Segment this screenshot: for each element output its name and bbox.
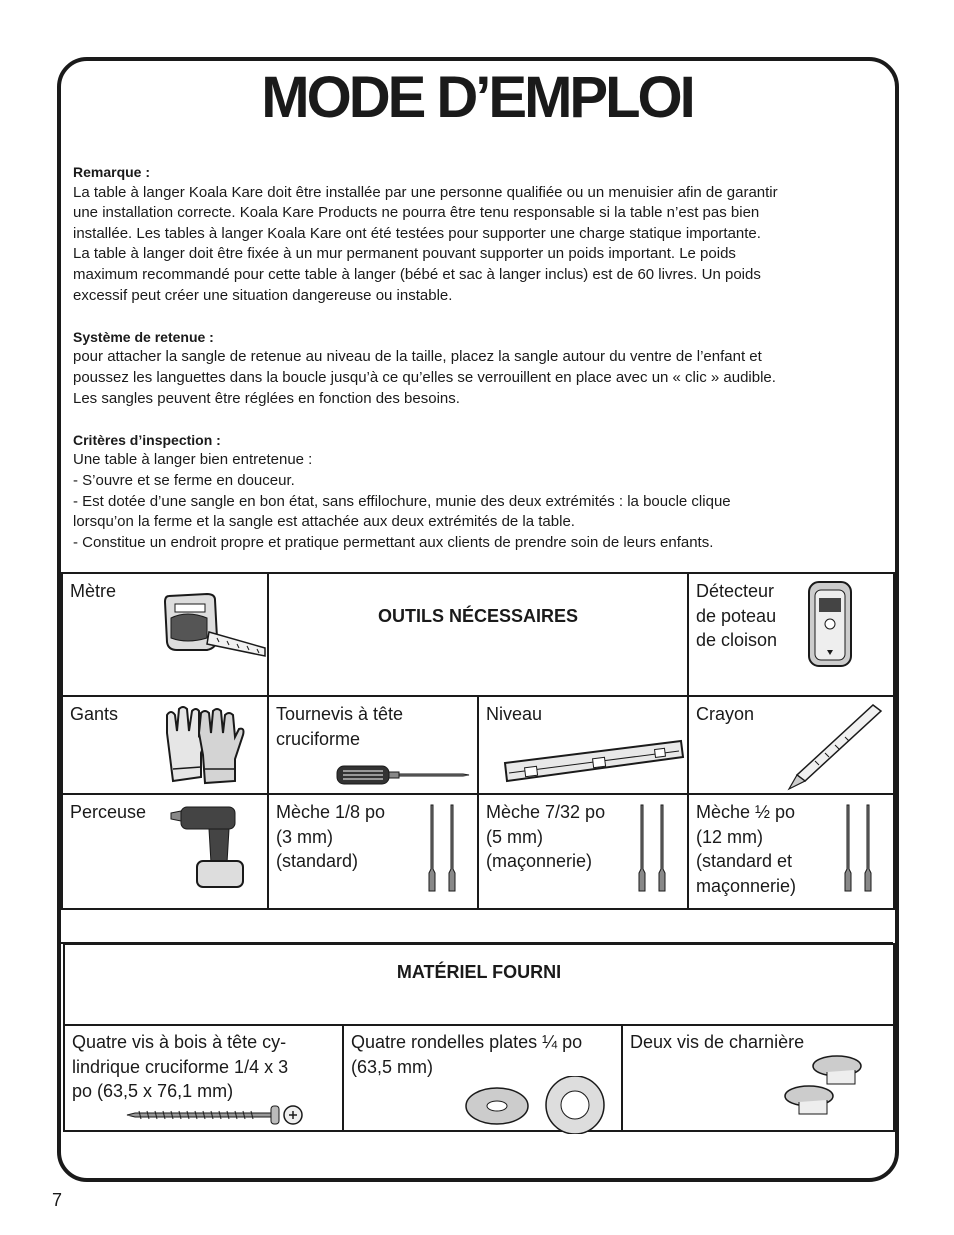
washer-icon: [464, 1076, 614, 1134]
tool-tape-measure: [62, 573, 268, 696]
tool-label: Mèche ½ po: [696, 802, 796, 822]
inspection-line: - S’ouvre et se ferme en douceur.: [73, 471, 295, 489]
restraint-line: poussez les languettes dans la boucle jusqu’à ce qu’elles se verrouillent en place avec un « clic » audible.: [73, 368, 776, 386]
inspection-line: - Est dotée d’une sangle en bon état, sans effilochure, munie des deux extrémités : la boucle clique: [73, 492, 731, 510]
hinge-screw-icon: [783, 1052, 883, 1124]
remark-line: installée. Les tables à langer Koala Kare ont été testées pour supporter une charge statique importante.: [73, 224, 761, 242]
tool-label: Gants: [70, 704, 119, 724]
inspection-line: lorsqu’on la ferme et la sangle est attachée aux deux extrémités de la table.: [73, 513, 575, 531]
tool-label: Tournevis à tête: [276, 704, 404, 724]
tool-label: (3 mm): [276, 826, 333, 847]
drill-bit-icon: [841, 803, 875, 893]
tool-label: (standard et: [696, 851, 793, 871]
tool-label: Mètre: [70, 581, 117, 601]
remark-line: La table à langer doit être fixée à un mur permanent pouvant supporter un poids important. Le poids: [73, 245, 736, 263]
tape-measure-icon: [157, 588, 269, 658]
tool-label: (5 mm): [486, 826, 543, 847]
screwdriver-icon: [335, 763, 471, 787]
material-wood-screws: [64, 1025, 343, 1131]
tool-label: maçonnerie): [696, 875, 797, 896]
materials-table: [63, 943, 895, 1132]
remark-paragraph: [73, 162, 888, 306]
tool-bit-7-32: [478, 794, 688, 909]
drill-bit-icon: [425, 803, 459, 893]
remark-line: une installation correcte. Koala Kare Products ne pourra être tenu responsable si la table n’est pas bien: [73, 204, 760, 222]
remark-line: excessif peut créer une situation dangereuse ou instable.: [73, 286, 453, 304]
tool-label: de poteau: [696, 605, 777, 626]
material-flat-washers: [343, 1025, 622, 1131]
tool-label: (12 mm): [696, 826, 763, 847]
tool-screwdriver: [268, 696, 478, 794]
notes-section: [73, 162, 888, 574]
restraint-line: Les sangles peuvent être réglées en fonction des besoins.: [73, 389, 460, 407]
remark-line: La table à langer Koala Kare doit être installée par une personne qualifiée ou un menuisier afin de garantir: [73, 183, 778, 201]
restraint-line: pour attacher la sangle de retenue au niveau de la taille, placez la sangle autour du ventre de l’enfant et: [73, 348, 762, 366]
tool-label: Niveau: [486, 704, 543, 724]
tool-label: Crayon: [696, 704, 755, 724]
stud-finder-icon: [805, 580, 855, 668]
tool-label: (standard): [276, 851, 359, 871]
screw-icon: [125, 1102, 305, 1128]
material-label: Deux vis de charnière: [630, 1032, 805, 1052]
restraint-heading: Système de retenue :: [73, 328, 214, 345]
material-label: lindrique cruciforme 1/4 x 3: [72, 1056, 289, 1077]
tool-label: Perceuse: [70, 802, 147, 822]
tool-label: cruciforme: [276, 728, 361, 749]
tool-label: Mèche 7/32 po: [486, 802, 606, 822]
tool-label: Détecteur: [696, 581, 775, 601]
level-icon: [501, 737, 685, 785]
tool-label: Mèche 1/8 po: [276, 802, 386, 822]
material-label: Quatre rondelles plates ¼ po: [351, 1032, 583, 1052]
material-hinge-screws: [622, 1025, 894, 1131]
tool-drill: [62, 794, 268, 909]
material-label: Quatre vis à bois à tête cy-: [72, 1032, 287, 1052]
restraint-paragraph: [73, 327, 888, 409]
inspection-line: Une table à langer bien entretenue :: [73, 451, 313, 469]
material-label: (63,5 mm): [351, 1056, 434, 1077]
tool-bit-1-2: [688, 794, 894, 909]
tool-label: (maçonnerie): [486, 851, 593, 871]
drill-bit-icon: [635, 803, 669, 893]
tool-label: de cloison: [696, 630, 778, 650]
page-number: 7: [52, 1190, 63, 1210]
pencil-icon: [785, 701, 885, 791]
drill-icon: [169, 801, 249, 889]
page-title: MODE D’EMPLOI: [261, 65, 693, 130]
tool-bit-1-8: [268, 794, 478, 909]
tool-pencil: [688, 696, 894, 794]
remark-line: maximum recommandé pour cette table à langer (bébé et sac à langer inclus) est de 60 livres. Un poids: [73, 265, 761, 283]
tools-table: [61, 572, 895, 910]
tool-level: [478, 696, 688, 794]
materials-section-title: MATÉRIEL FOURNI: [64, 944, 894, 1025]
tools-section-title: OUTILS NÉCESSAIRES: [268, 573, 688, 696]
remark-heading: Remarque :: [73, 164, 151, 180]
tool-stud-finder: [688, 573, 894, 696]
gloves-icon: [159, 703, 249, 789]
inspection-line: - Constitue un endroit propre et pratique permettant aux clients de prendre soin de leurs enfants.: [73, 533, 714, 551]
tool-gloves: [62, 696, 268, 794]
material-label: po (63,5 x 76,1 mm): [72, 1081, 234, 1101]
inspection-paragraph: [73, 430, 888, 554]
inspection-heading: Critères d’inspection :: [73, 431, 221, 448]
